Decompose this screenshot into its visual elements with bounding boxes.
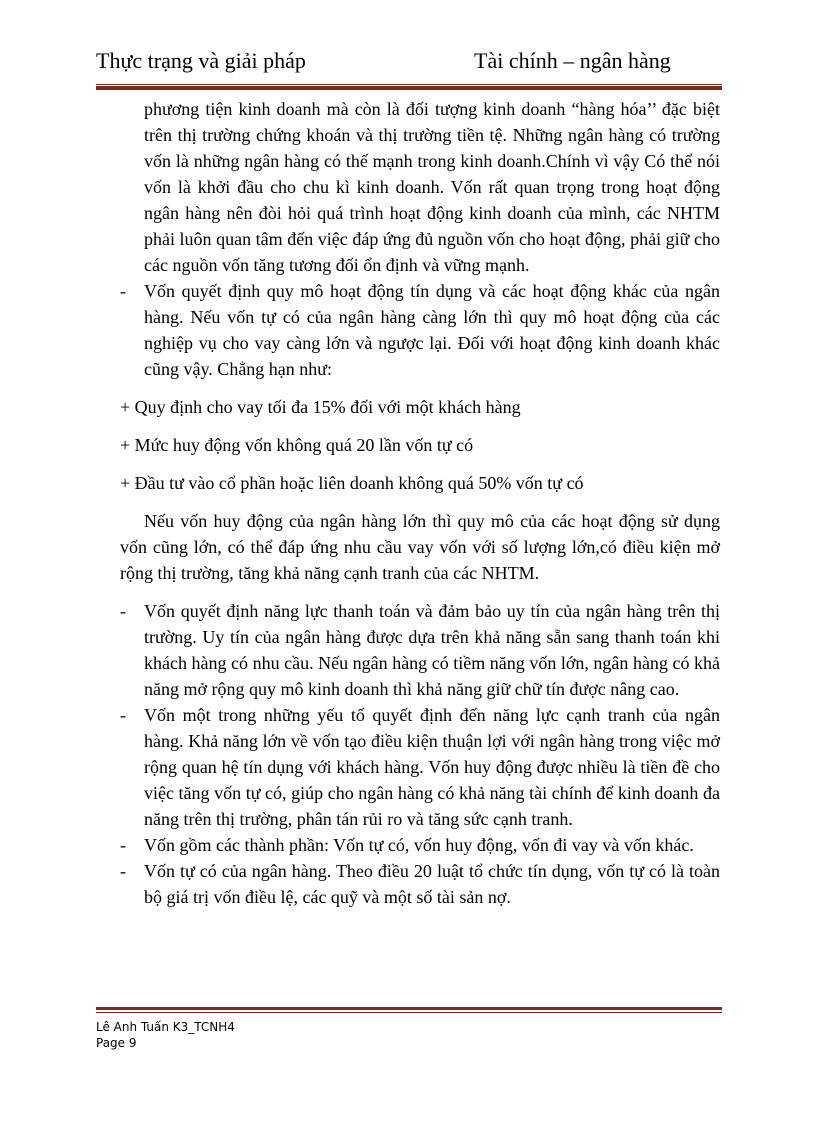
header-left-title: Thực trạng và giải pháp — [96, 48, 306, 73]
bullet-text: Vốn tự có của ngân hàng. Theo điều 20 luật tổ chức tín dụng, vốn tự có là toàn bộ giá trị vốn điều lệ, các quỹ và một số tài sản nợ. — [144, 861, 720, 907]
page-footer — [96, 1019, 235, 1051]
header-rule-thick — [96, 86, 722, 90]
bullet-text: Vốn quyết định quy mô hoạt động tín dụng và các hoạt động khác của ngân hàng. Nếu vốn tự có của ngân hàng càng lớn thì quy mô hoạt động của các nghiệp vụ cho vay càng lớn và ngược lại. Đối với hoạt động kinh doanh khác cũng vậy. Chẳng hạn như: — [144, 281, 720, 379]
header-right-title: Tài chính – ngân hàng — [474, 48, 671, 73]
header-rule-thin — [96, 84, 722, 85]
bullet-dash: - — [120, 705, 126, 725]
footer-rule-thick — [96, 1007, 722, 1010]
bullet-item — [120, 858, 720, 910]
continuation-paragraph: phương tiện kinh doanh mà còn là đối tượng kinh doanh “hàng hóa’’ đặc biệt trên thị trường chứng khoán và thị trường tiền tệ. Những ngân hàng có trường vốn là những ngân hàng có thế mạnh trong kinh doanh.Chính vì vậy Có thể nói vốn là khởi đầu cho chu kì kinh doanh. Vốn rất quan trọng trong hoạt động ngân hàng nên đòi hỏi quá trình hoạt động kinh doanh của mình, các NHTM phải luôn quan tâm đến việc đáp ứng đủ nguồn vốn cho hoạt động, phải giữ cho các nguồn vốn tăng tương đối ổn định và vững mạnh. — [144, 99, 720, 275]
bullet-dash: - — [120, 861, 126, 881]
bullet-text: Vốn gồm các thành phần: Vốn tự có, vốn huy động, vốn đi vay và vốn khác. — [144, 835, 694, 855]
page-header — [96, 48, 722, 84]
page-body — [120, 96, 720, 910]
bullet-dash: - — [120, 835, 126, 855]
bullet-dash: - — [120, 601, 126, 621]
bullet-item — [120, 832, 720, 858]
footer-rule-thin — [96, 1012, 722, 1013]
plus-item: + Mức huy động vốn không quá 20 lần vốn tự có — [120, 435, 474, 455]
page-number: Page 9 — [96, 1036, 137, 1050]
plus-item: + Quy định cho vay tối đa 15% đối với một khách hàng — [120, 397, 521, 417]
plus-item: + Đầu tư vào cổ phần hoặc liên doanh không quá 50% vốn tự có — [120, 473, 584, 493]
bullet-text: Vốn quyết định năng lực thanh toán và đảm bảo uy tín của ngân hàng trên thị trường. Uy tín của ngân hàng được dựa trên khả năng sẵn sang thanh toán khi khách hàng có nhu cầu. Nếu ngân hàng có tiềm năng vốn lớn, ngân hàng có khả năng mở rộng quy mô kinh doanh thì khả năng giữ chữ tín được nâng cao. — [144, 601, 720, 699]
bullet-item — [120, 278, 720, 382]
footer-author: Lê Anh Tuấn K3_TCNH4 — [96, 1020, 235, 1034]
bullet-item — [120, 702, 720, 832]
body-paragraph: Nếu vốn huy động của ngân hàng lớn thì quy mô của các hoạt động sử dụng vốn cũng lớn, có thể đáp ứng nhu cầu vay vốn với số lượng lớn,có điều kiện mở rộng thị trường, tăng khả năng cạnh tranh của các NHTM. — [120, 511, 720, 583]
bullet-text: Vốn một trong những yếu tố quyết định đến năng lực cạnh tranh của ngân hàng. Khả năng lớn về vốn tạo điều kiện thuận lợi với ngân hàng trong việc mở rộng quan hệ tín dụng với khách hàng. Vốn huy động được nhiều là tiền đề cho việc tăng vốn tự có, giúp cho ngân hàng có khả năng tài chính để kinh doanh đa năng trên thị trường, phân tán rủi ro và tăng sức cạnh tranh. — [144, 705, 720, 829]
bullet-item — [120, 598, 720, 702]
bullet-dash: - — [120, 281, 126, 301]
